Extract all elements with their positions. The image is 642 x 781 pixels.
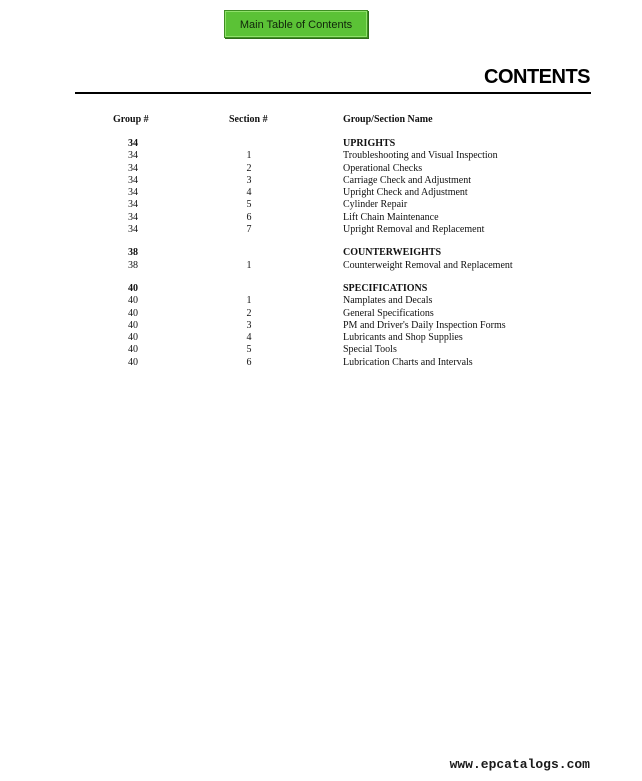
group-number: 40 bbox=[128, 356, 138, 368]
section-number: 3 bbox=[246, 174, 252, 186]
section-number: 5 bbox=[246, 344, 252, 356]
section-number: 6 bbox=[246, 211, 252, 223]
section-name: Special Tools bbox=[343, 344, 397, 356]
section-name: Namplates and Decals bbox=[343, 295, 433, 307]
contents-table bbox=[0, 138, 642, 369]
section-name: PM and Driver's Daily Inspection Forms bbox=[343, 319, 506, 331]
section-row[interactable] bbox=[0, 212, 642, 224]
section-row[interactable] bbox=[0, 344, 642, 356]
section-name: Lubricants and Shop Supplies bbox=[343, 332, 463, 344]
group-title: COUNTERWEIGHTS bbox=[343, 247, 442, 259]
section-number: 2 bbox=[246, 162, 252, 174]
group-number: 40 bbox=[128, 319, 138, 331]
group-number: 34 bbox=[128, 224, 138, 236]
section-row[interactable] bbox=[0, 332, 642, 344]
group-number: 34 bbox=[128, 174, 138, 186]
group-number: 34 bbox=[128, 162, 138, 174]
group-number: 40 bbox=[128, 295, 138, 307]
main-table-of-contents-button[interactable]: Main Table of Contents bbox=[224, 10, 368, 38]
section-name: Carriage Check and Adjustment bbox=[343, 174, 472, 186]
column-header-section: Section # bbox=[229, 114, 268, 125]
section-row[interactable] bbox=[0, 295, 642, 307]
section-number: 7 bbox=[246, 224, 252, 236]
group-number: 34 bbox=[128, 187, 138, 199]
group-row[interactable] bbox=[0, 247, 642, 259]
section-number: 1 bbox=[246, 259, 252, 271]
section-number: 4 bbox=[246, 332, 252, 344]
section-number: 4 bbox=[246, 187, 252, 199]
group-number: 34 bbox=[128, 211, 138, 223]
section-row[interactable] bbox=[0, 357, 642, 369]
section-row[interactable] bbox=[0, 150, 642, 162]
section-number: 2 bbox=[246, 307, 252, 319]
section-name: Operational Checks bbox=[343, 162, 423, 174]
section-row[interactable] bbox=[0, 308, 642, 320]
group-row[interactable] bbox=[0, 283, 642, 295]
group-title: UPRIGHTS bbox=[343, 138, 396, 149]
group-number: 34 bbox=[128, 138, 138, 149]
section-row[interactable] bbox=[0, 187, 642, 199]
group-number: 34 bbox=[128, 199, 138, 211]
group-title: SPECIFICATIONS bbox=[343, 282, 428, 294]
footer-url[interactable]: www.epcatalogs.com bbox=[449, 757, 590, 772]
section-row[interactable] bbox=[0, 199, 642, 211]
page-title: CONTENTS bbox=[484, 66, 590, 88]
section-number: 1 bbox=[246, 150, 252, 162]
section-row[interactable] bbox=[0, 224, 642, 236]
section-name: Cylinder Repair bbox=[343, 199, 408, 211]
section-name: Upright Check and Adjustment bbox=[343, 187, 468, 199]
group-number: 40 bbox=[128, 332, 138, 344]
section-row[interactable] bbox=[0, 320, 642, 332]
group-number: 40 bbox=[128, 344, 138, 356]
group-number: 38 bbox=[128, 259, 138, 271]
section-row[interactable] bbox=[0, 175, 642, 187]
group-row[interactable] bbox=[0, 138, 642, 150]
section-number: 5 bbox=[246, 199, 252, 211]
section-name: Counterweight Removal and Replacement bbox=[343, 259, 513, 271]
group-number: 40 bbox=[128, 307, 138, 319]
section-row[interactable] bbox=[0, 260, 642, 272]
group-number: 34 bbox=[128, 150, 138, 162]
column-header-group: Group # bbox=[113, 114, 149, 125]
section-name: General Specifications bbox=[343, 307, 434, 319]
section-number: 6 bbox=[246, 356, 252, 368]
section-name: Lift Chain Maintenance bbox=[343, 211, 439, 223]
section-name: Upright Removal and Replacement bbox=[343, 224, 485, 236]
section-name: Troubleshooting and Visual Inspection bbox=[343, 150, 498, 162]
group-number: 38 bbox=[128, 247, 138, 259]
group-number: 40 bbox=[128, 282, 138, 294]
section-number: 1 bbox=[246, 295, 252, 307]
section-name: Lubrication Charts and Intervals bbox=[343, 356, 473, 368]
column-header-name: Group/Section Name bbox=[343, 114, 433, 125]
section-row[interactable] bbox=[0, 163, 642, 175]
section-number: 3 bbox=[246, 319, 252, 331]
title-divider bbox=[75, 92, 591, 94]
